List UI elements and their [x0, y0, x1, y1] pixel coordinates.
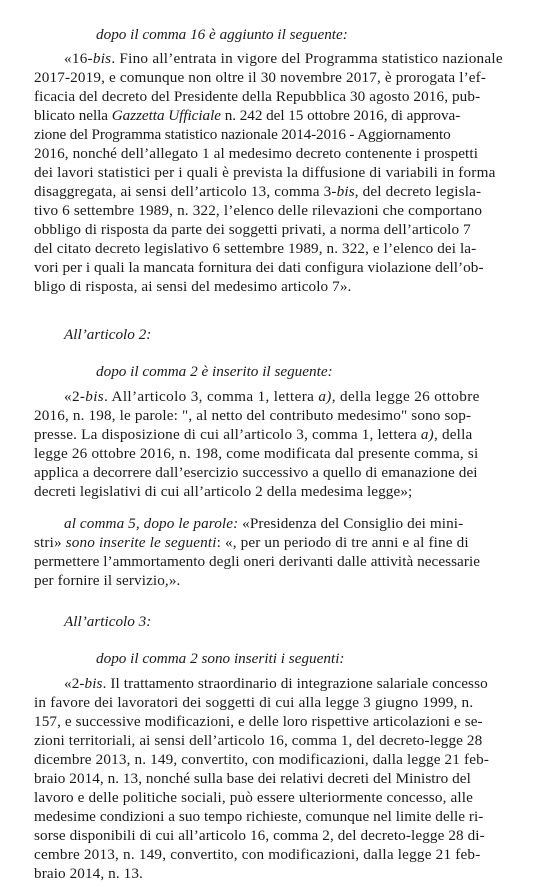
heading-articolo-3: All’articolo 3:	[64, 613, 152, 630]
heading-articolo-2: All’articolo 2:	[64, 326, 152, 343]
instruction-comma-2-inserito: dopo il comma 2 è inserito il seguente:	[96, 363, 333, 380]
instruction-comma-16: dopo il comma 16 è aggiunto il seguente:	[96, 26, 348, 43]
document-page: dopo il comma 16 è aggiunto il seguente: «16-bis. Fino all’entrata in vigore del Programma statistico nazionale 2017-2019, e comunque non oltre il 30 novembre 2017, è prorogata l’ef- ficacia del decreto del Presidente della Repubblica 30 agosto 2016, pub- blicato nella Gazzetta Ufficiale n. 242 del 15 ottobre 2016, di approva- zione del Programma statistico nazionale 2014-2016 - Aggiornamento 2016, nonché dell’allegato 1 al medesimo decreto contenente i prospetti dei lavori statistici per i quali è prevista la diffusione di variabili in forma disaggregata, ai sensi dell’articolo 13, comma 3-bis, del decreto legisla- tivo 6 settembre 1989, n. 322, l’elenco delle rilevazioni che comportano obbligo di risposta da parte dei soggetti privati, a norma dell’articolo 7 del citato decreto legislativo 6 settembre 1989, n. 322, e l’elenco dei la- vori per i quali la mancata fornitura dei dati configura violazione dell’ob- bligo di risposta, ai sensi del medesimo articolo 7». All’articolo 2: dopo il comma 2 è inserito il seguente: «2-bis. All’articolo 3, comma 1, lettera a), della legge 26 ottobre 2016, n. 198, le parole: ", al netto del contributo medesimo" sono sop- presse. La disposizione di cui all’articolo 3, comma 1, lettera a), della legge 26 ottobre 2016, n. 198, come modificata dal presente comma, si applica a decorrere dall’esercizio successivo a quello di emanazione dei decreti legislativi di cui all’articolo 2 della medesima legge»; al comma 5, dopo le parole: «Presidenza del Consiglio dei mini- stri» sono inserite le seguenti: «, per un periodo di tre anni e al fine di permettere l’ammortamento degli oneri derivanti dalle attività necessarie per fornire il servizio,». All’articolo 3: dopo il comma 2 sono inseriti i seguenti: «2-bis. Il trattamento straordinario di integrazione salariale concesso in favore dei lavoratori dei soggetti di cui alla legge 3 giugno 1999, n. 157, e successive modificazioni, e delle loro rispettive articolazioni e se- zioni territoriali, ai sensi dell’articolo 16, comma 1, del decreto-legge 28 dicembre 2013, n. 149, convertito, con modificazioni, dalla legge 21 feb- braio 2014, n. 13, nonché sulla base dei relativi decreti del Ministro del lavoro e delle politiche sociali, può essere ulteriormente concesso, alle medesime condizioni a suo tempo richieste, comunque nel limite delle ri- sorse disponibili di cui all’articolo 16, comma 2, del decreto-legge 28 di- cembre 2013, n. 149, convertito, con modificazioni, dalla legge 21 feb- braio 2014, n. 13.	[0, 0, 536, 887]
instruction-comma-2-inseriti: dopo il comma 2 sono inseriti i seguenti:	[96, 650, 345, 667]
